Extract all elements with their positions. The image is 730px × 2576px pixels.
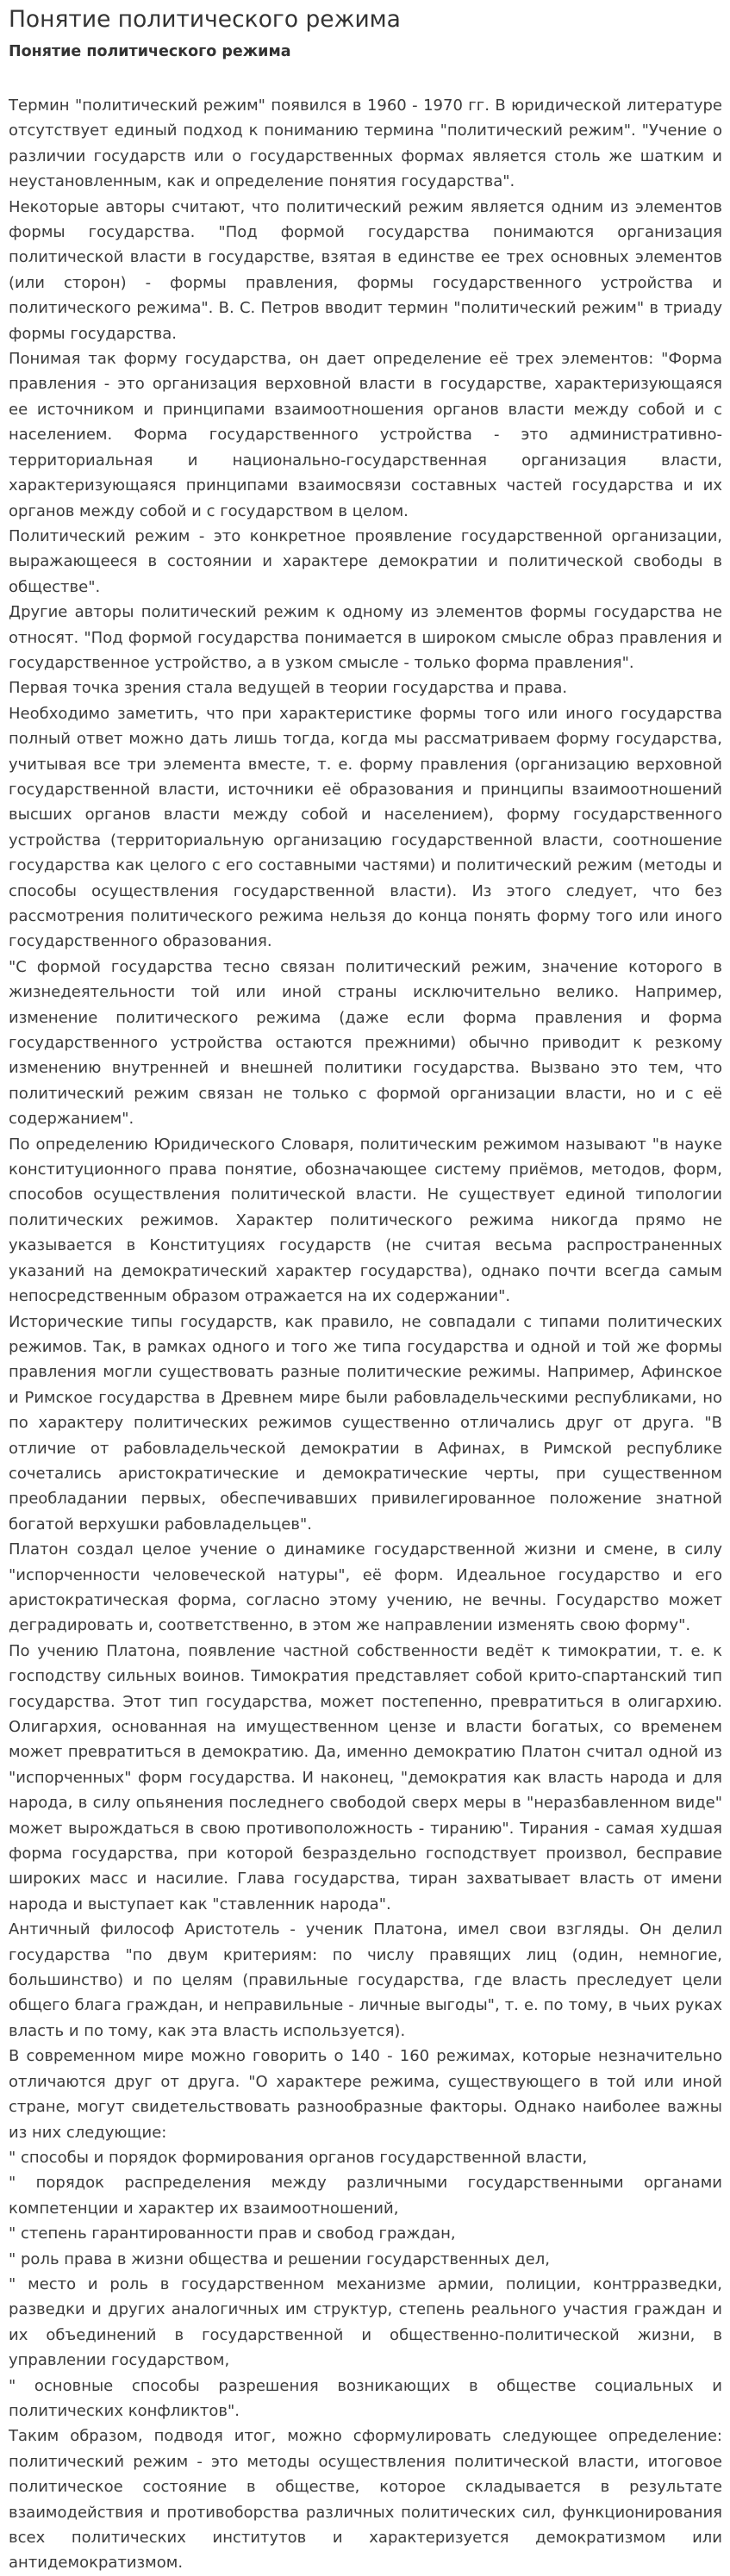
paragraph: Исторические типы государств, как правило, не совпадали с типами политических режимов. Так, в рамках одного и того же типа государства и одной и той же формы правления могли существовать разные политические режимы. Например, Афинское и Римское государства в Древнем мире были рабовладельческими республиками, но по характеру политических режимов существенно отличались друг от друга. "В отличие от рабовладельческой демократии в Афинах, в Римской республике сочетались аристократические и демократические черты, при существенном преобладании первых, обеспечивавших привилегированное положение знатной богатой верхушки рабовладельцев". bbox=[9, 1312, 722, 1534]
list-item: " порядок распределения между различными государственными органами компетенции и характер их взаимоотношений, bbox=[9, 2174, 722, 2218]
paragraph: Некоторые авторы считают, что политический режим является одним из элементов формы государства. "Под формой государства понимаются организация политической власти в государстве, взятая в единстве ее трех основных элементов (или сторон) - формы правления, формы государственного устройства и политического режима". В. С. Петров вводит термин "политический режим" в триаду формы государства. bbox=[9, 197, 722, 343]
paragraph: Понимая так форму государства, он дает определение её трех элементов: "Форма правления - это организация верховной власти в государстве, характеризующаяся ее источником и принципами взаимоотношения органов власти между собой и с населением. Форма государственного устройства - это административно-территориальная и национально-государственная организация власти, характеризующаяся принципами взаимосвязи составных частей государства и их органов между собой и с государством в целом. bbox=[9, 350, 722, 520]
paragraph: Первая точка зрения стала ведущей в теории государства и права. bbox=[9, 679, 568, 698]
paragraph: По определению Юридического Словаря, политическим режимом называют "в науке конституционного права понятие, обозначающее систему приёмов, методов, форм, способов осуществления политической власти. Не существует единой типологии политических режимов. Характер политического режима никогда прямо не указывается в Конституциях государств (не считая весьма распространенных указаний на демократический характер государства), однако почти всегда самым непосредственным образом отражается на их содержании". bbox=[9, 1135, 722, 1306]
list-item: " роль права в жизни общества и решении государственных дел, bbox=[9, 2249, 550, 2268]
paragraph: Таким образом, подводя итог, можно сформулировать следующее определение: политический режим - это методы осуществления политической власти, итоговое политическое состояние в обществе, которое складывается в результате взаимодействия и противоборства различных политических сил, функционирования всех политических институтов и характеризуется демократизмом или антидемократизмом. bbox=[9, 2427, 722, 2573]
article-page bbox=[9, 0, 722, 2576]
paragraph: Политический режим - это конкретное проявление государственной организации, выражающееся в состоянии и характере демократии и политической свободы в обществе". bbox=[9, 526, 722, 596]
paragraph: Термин "политический режим" появился в 1960 - 1970 гг. В юридической литературе отсутствует единый подход к пониманию термина "политический режим". "Учение о различии государств или о государственных формах является столь же шатким и неустановленным, как и определение понятия государства". bbox=[9, 96, 722, 191]
paragraph: По учению Платона, появление частной собственности ведёт к тимократии, т. е. к господству сильных воинов. Тимократия представляет собой крито-спартанский тип государства. Этот тип государства, может постепенно, превратиться в олигархию. Олигархия, основанная на имущественном цензе и власти богатых, со временем может превратиться в демократию. Да, именно демократию Платон считал одной из "испорченных" форм государства. И наконец, "демократия как власть народа и для народа, в силу опьянения последнего свободой сверх меры в "неразбавленном виде" может вырождаться в свою противоположность - тиранию". Тирания - самая худшая форма государства, при которой безраздельно господствует произвол, бесправие широких масс и насилие. Глава государства, тиран захватывает власть от имени народа и выступает как "ставленник народа". bbox=[9, 1641, 722, 1913]
article-body bbox=[9, 93, 722, 2576]
list-item: " место и роль в государственном механизме армии, полиции, контрразведки, разведки и других аналогичных им структур, степень реального участия граждан и их объединений в государственной и общественно-политической жизни, в управлении государством, bbox=[9, 2274, 722, 2370]
list-item: " степень гарантированности прав и свобод граждан, bbox=[9, 2224, 456, 2243]
list-item: " способы и порядок формирования органов государственной власти, bbox=[9, 2148, 588, 2167]
page-subtitle: Понятие политического режима bbox=[9, 43, 291, 60]
page-title: Понятие политического режима bbox=[9, 6, 401, 33]
paragraph: "С формой государства тесно связан политический режим, значение которого в жизнедеятельности той или иной страны исключительно велико. Например, изменение политического режима (даже если форма правления и форма государственного устройства остаются прежними) обычно приводит к резкому изменению внутренней и внешней политики государства. Вызвано это тем, что политический режим связан не только с формой организации власти, но и с её содержанием". bbox=[9, 957, 722, 1129]
paragraph: Платон создал целое учение о динамике государственной жизни и смене, в силу "испорченности человеческой натуры", её форм. Идеальное государство и его аристократическая форма, согласно этому учению, не вечны. Государство может деградировать и, соответственно, в этом же направлении изменять свою форму". bbox=[9, 1540, 722, 1635]
paragraph: Другие авторы политический режим к одному из элементов формы государства не относят. "Под формой государства понимается в широком смысле образ правления и государственное устройство, а в узком смысле - только форма правления". bbox=[9, 603, 722, 672]
paragraph: Античный философ Аристотель - ученик Платона, имел свои взгляды. Он делил государства "по двум критериям: по числу правящих лиц (один, немногие, большинство) и по целям (правильные государства, где власть преследует цели общего блага граждан, и неправильные - личные выгоды", т. е. по тому, в чьих руках власть и по тому, как эта власть используется). bbox=[9, 1920, 722, 2040]
list-item: " основные способы разрешения возникающих в обществе социальных и политических конфликтов". bbox=[9, 2376, 722, 2420]
paragraph: Необходимо заметить, что при характеристике формы того или иного государства полный ответ можно дать лишь тогда, когда мы рассматриваем форму государства, учитывая все три элемента вместе, т. е. форму правления (организацию верховной государственной власти, источники её образования и принципы взаимоотношений высших органов власти между собой и населением), форму государственного устройства (территориальную организацию государственной власти, соотношение государства как целого с его составными частями) и политический режим (методы и способы осуществления государственной власти). Из этого следует, что без рассмотрения политического режима нельзя до конца понять форму того или иного государственного образования. bbox=[9, 704, 722, 951]
paragraph: В современном мире можно говорить о 140 - 160 режимах, которые незначительно отличаются друг от друга. "О характере режима, существующего в той или иной стране, могут свидетельствовать разнообразные факторы. Однако наиболее важны из них следующие: bbox=[9, 2047, 722, 2142]
